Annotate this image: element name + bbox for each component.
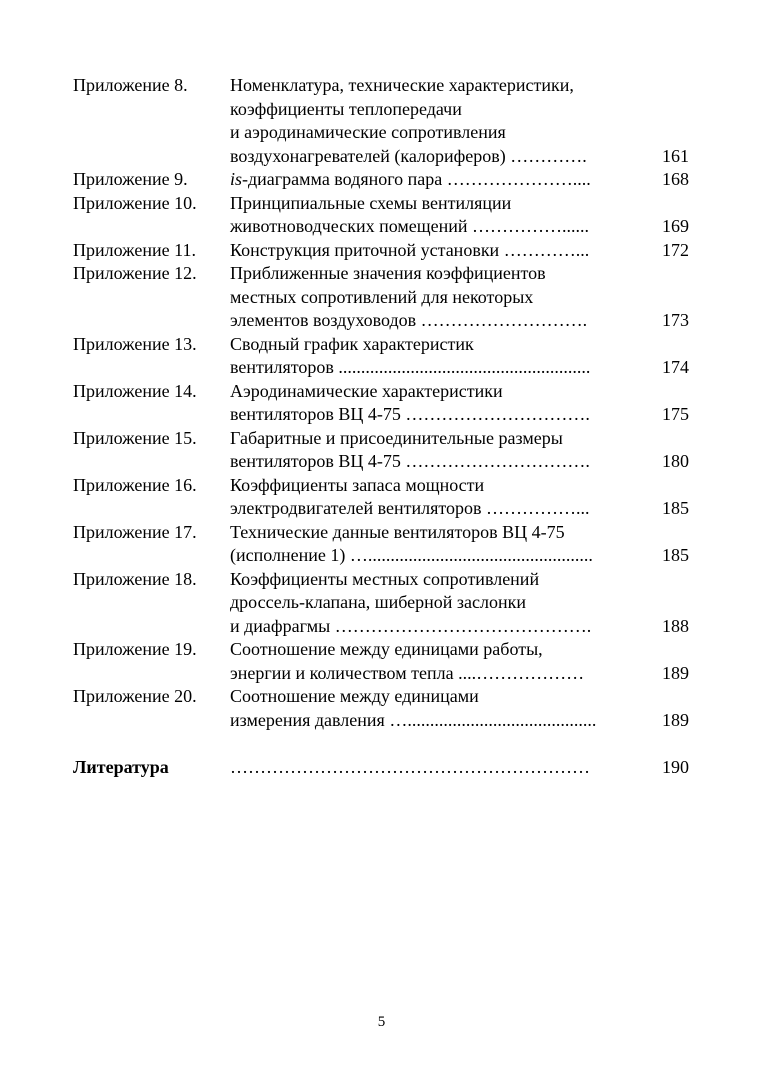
- toc-line: [73, 709, 689, 733]
- toc-entry-label: Приложение 17.: [73, 521, 197, 542]
- literature-leader-dots: ……………………………………………………: [230, 757, 590, 777]
- toc-entry-title-line: местных сопротивлений для некоторых: [230, 286, 534, 307]
- toc-line: [73, 168, 689, 192]
- toc-entry-title-line: элементов воздуховодов ……………………….: [230, 310, 588, 330]
- toc-entry-label: Приложение 18.: [73, 568, 197, 589]
- toc-entry-title-line: измерения давления …..........................................: [230, 709, 597, 730]
- toc-entry-title-line: Номенклатура, технические характеристики,: [230, 75, 574, 95]
- toc-entry-page-number: 169: [662, 216, 689, 236]
- toc-entry: [73, 192, 689, 239]
- toc-entry-title-line: вентиляторов ВЦ 4-75 ………………………….: [230, 451, 590, 471]
- toc-entry: [73, 427, 689, 474]
- toc-entry: [73, 685, 689, 732]
- toc-entry-page-number: 188: [662, 615, 689, 636]
- toc-entry-title-line: Технические данные вентиляторов ВЦ 4-75: [230, 521, 565, 542]
- toc-entry-title-line: Соотношение между единицами: [230, 686, 479, 706]
- toc-entry-page-number: 189: [662, 662, 689, 683]
- toc-entry: [73, 568, 689, 639]
- toc-entry-label: Приложение 14.: [73, 380, 197, 401]
- toc-entry-page-number: 173: [662, 310, 689, 330]
- toc-entry-label: Приложение 15.: [73, 427, 197, 448]
- toc-entry-page-number: 180: [662, 451, 689, 471]
- toc-entry-title-line: вентиляторов ........................................................: [230, 357, 591, 377]
- toc-entry: [73, 521, 689, 568]
- toc-entry-title-line: Конструкция приточной установки …………...: [230, 239, 590, 260]
- toc-entry-title-line: Приближенные значения коэффициентов: [230, 263, 546, 283]
- toc-entry: [73, 239, 689, 263]
- toc-line: [73, 192, 689, 216]
- toc-line: [73, 239, 689, 263]
- toc-entry: [73, 333, 689, 380]
- toc-entry-label: Приложение 20.: [73, 686, 197, 706]
- toc-entry-title-line: воздухонагревателей (калориферов) ………….: [230, 145, 587, 166]
- page-number: 5: [377, 1014, 386, 1030]
- toc-entry: [73, 168, 689, 192]
- toc-entry-label: Приложение 16.: [73, 474, 197, 495]
- toc-entry-page-number: 185: [662, 545, 689, 565]
- toc-line: [73, 591, 689, 615]
- toc-line: [73, 427, 689, 451]
- toc-entry-title-line: (исполнение 1) …..................................................: [230, 545, 593, 565]
- toc-entry-title-line: Принципиальные схемы вентиляции: [230, 192, 512, 213]
- toc-entry-label: Приложение 19.: [73, 639, 197, 659]
- toc-entry-label: Приложение 9.: [73, 169, 188, 189]
- toc-entry: [73, 380, 689, 427]
- toc-entry-title-line: электродвигателей вентиляторов ……………...: [230, 498, 590, 518]
- toc-entry-title-line: Коэффициенты местных сопротивлений: [230, 568, 540, 589]
- toc-entry-title-line: животноводческих помещений ……………......: [230, 216, 589, 236]
- toc-line: [73, 568, 689, 592]
- toc-entry-label: Приложение 12.: [73, 263, 197, 283]
- toc-line: [73, 309, 689, 333]
- toc-entry-title-line: вентиляторов ВЦ 4-75 ………………………….: [230, 404, 590, 424]
- toc-line: [73, 333, 689, 357]
- toc-line: [73, 403, 689, 427]
- toc-line: [73, 74, 689, 98]
- toc-entry-title-line: Аэродинамические характеристики: [230, 380, 503, 401]
- toc-entry: [73, 262, 689, 333]
- toc-line: [73, 450, 689, 474]
- toc-entry-page-number: 174: [662, 357, 689, 377]
- toc-line: [73, 215, 689, 239]
- toc-line: [73, 262, 689, 286]
- toc-entry-title-line: и аэродинамические сопротивления: [230, 122, 506, 142]
- toc-entry-title-line: Габаритные и присоединительные размеры: [230, 427, 563, 448]
- toc-entry-label: Приложение 10.: [73, 192, 197, 213]
- toc-line: [73, 121, 689, 145]
- toc-line: [73, 380, 689, 404]
- toc-line: [73, 685, 689, 709]
- toc-entry-page-number: 175: [662, 404, 689, 424]
- toc-entry-title-line: Соотношение между единицами работы,: [230, 639, 543, 659]
- toc-entry-label: Приложение 11.: [73, 239, 196, 260]
- toc-entry-title-line: Сводный график характеристик: [230, 333, 474, 354]
- toc-entry-page-number: 189: [662, 709, 689, 730]
- table-of-contents: [73, 74, 689, 780]
- toc-entry-page-number: 161: [662, 145, 689, 166]
- toc-entry-page-number: 168: [662, 169, 689, 189]
- toc-line: [73, 662, 689, 686]
- toc-line: [73, 638, 689, 662]
- literature-page-number: 190: [662, 757, 689, 777]
- toc-entry-title-line: коэффициенты теплопередачи: [230, 98, 462, 119]
- toc-line: [73, 521, 689, 545]
- toc-entry-label: Приложение 13.: [73, 333, 197, 354]
- toc-line: [73, 145, 689, 169]
- toc-line: [73, 544, 689, 568]
- toc-entry-title-line: дроссель-клапана, шиберной заслонки: [230, 592, 526, 612]
- toc-entries: [73, 74, 689, 732]
- literature-label: Литература: [73, 757, 169, 777]
- toc-entry: [73, 74, 689, 168]
- toc-entry-title-line: Коэффициенты запаса мощности: [230, 474, 485, 495]
- toc-line: [73, 286, 689, 310]
- toc-entry-page-number: 172: [662, 239, 689, 260]
- toc-entry-title-line: is-диаграмма водяного пара …………………....: [230, 169, 591, 189]
- toc-entry-page-number: 185: [662, 498, 689, 518]
- toc-line: [73, 497, 689, 521]
- toc-line: [73, 615, 689, 639]
- toc-entry-title-line: энергии и количеством тепла ....………………: [230, 662, 585, 683]
- toc-entry-title-line: и диафрагмы …………………………………….: [230, 615, 592, 636]
- toc-line: [73, 98, 689, 122]
- toc-entry: [73, 474, 689, 521]
- toc-line: [73, 756, 689, 780]
- toc-entry-label: Приложение 8.: [73, 75, 188, 95]
- toc-line: [73, 356, 689, 380]
- toc-entry-literature: [73, 756, 689, 780]
- toc-line: [73, 474, 689, 498]
- toc-entry: [73, 638, 689, 685]
